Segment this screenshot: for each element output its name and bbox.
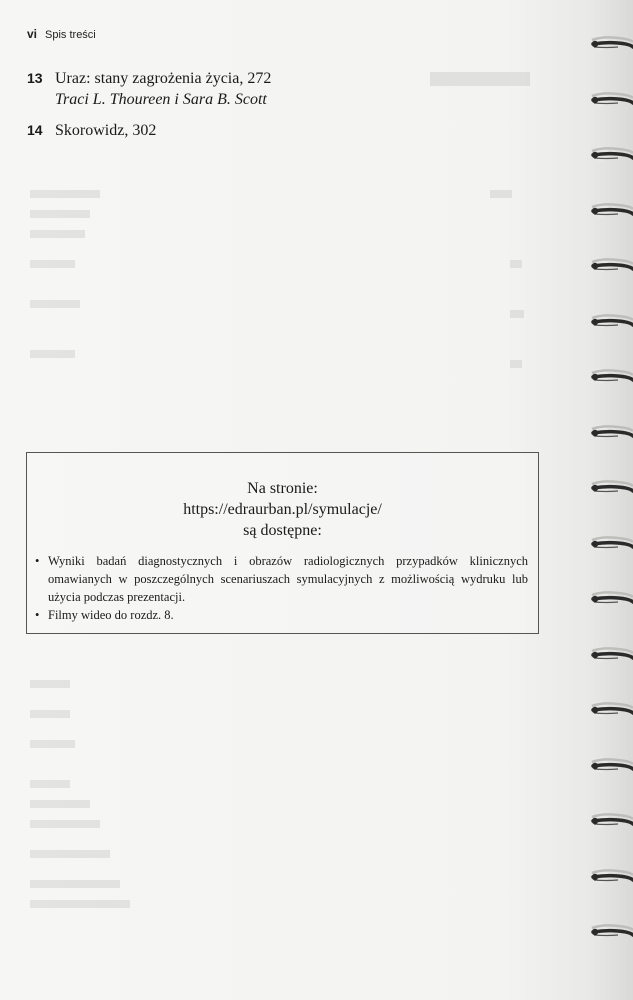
list-item: • Filmy wideo do rozdz. 8. (35, 606, 528, 624)
spiral-binding-coil-icon (588, 141, 633, 167)
spiral-binding-coil-icon (588, 197, 633, 223)
toc-entry[interactable] (27, 122, 156, 140)
chapter-authors: Traci L. Thoureen i Sara B. Scott (55, 91, 267, 108)
info-box-heading: Na stronie: (247, 480, 318, 497)
info-box (26, 452, 539, 634)
spiral-binding-coil-icon (588, 30, 633, 56)
spiral-binding-coil-icon (588, 641, 633, 667)
spiral-binding-coil-icon (588, 419, 633, 445)
spiral-binding-coil-icon (588, 918, 633, 944)
list-item: • Wyniki badań diagnostycznych i obrazów radiologicznych przypadków klinicznych omawianych w poszczególnych scenariuszach symulacyjnych z możliwością wydruku lub użycia podczas prezentacji. (35, 552, 528, 606)
info-box-subheading: są dostępne: (243, 522, 322, 539)
chapter-title: Uraz: stany zagrożenia życia, 272 (55, 70, 272, 87)
spiral-binding-coil-icon (588, 863, 633, 889)
section-title: Spis treści (45, 29, 96, 41)
spiral-binding-coil-icon (588, 308, 633, 334)
spiral-binding-coil-icon (588, 86, 633, 112)
spiral-binding-coil-icon (588, 474, 633, 500)
chapter-number: 13 (27, 70, 43, 86)
spiral-binding-coil-icon (588, 807, 633, 833)
chapter-number: 14 (27, 122, 43, 138)
toc-entry[interactable] (27, 70, 271, 109)
chapter-title: Skorowidz, 302 (55, 122, 157, 139)
spiral-binding-coil-icon (588, 363, 633, 389)
spiral-binding-coil-icon (588, 252, 633, 278)
info-box-url[interactable]: https://edraurban.pl/symulacje/ (183, 501, 382, 518)
page-number: vi (27, 27, 38, 41)
info-box-list (27, 552, 538, 624)
spiral-binding-coil-icon (588, 696, 633, 722)
spiral-binding-coil-icon (588, 752, 633, 778)
running-header (27, 27, 96, 41)
spiral-binding-coil-icon (588, 530, 633, 556)
spiral-binding-coil-icon (588, 585, 633, 611)
